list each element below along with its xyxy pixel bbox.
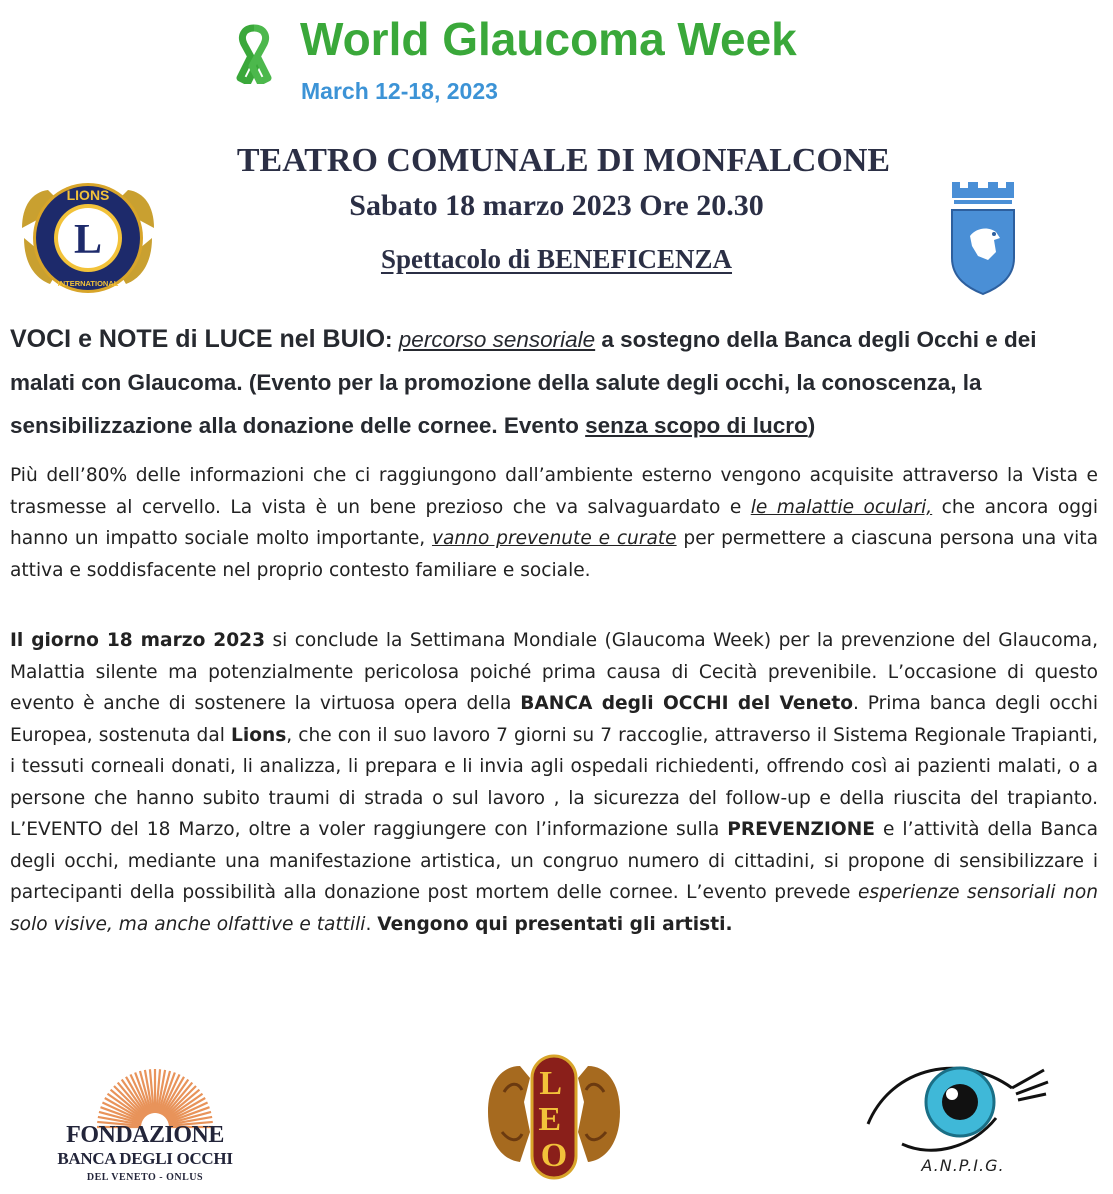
- awareness-ribbon-icon: [226, 24, 282, 84]
- venue-heading: TEATRO COMUNALE DI MONFALCONE: [236, 142, 891, 179]
- body-paragraph-event: [10, 625, 1098, 940]
- intro-lead: VOCI e NOTE di LUCE nel BUIO: [10, 325, 386, 353]
- para2-lions: Lions: [230, 724, 287, 746]
- para2-text-2: . Prima banca degli occhi Europea, sostenuta dal: [10, 693, 1098, 746]
- intro-percorso: percorso sensoriale: [398, 327, 596, 352]
- lions-logo-top-text: LIONS: [66, 187, 110, 203]
- event-dates: March 12-18, 2023: [301, 78, 498, 104]
- fondazione-subtitle: BANCA DEGLI OCCHI: [57, 1149, 233, 1168]
- event-type: Spettacolo di BENEFICENZA: [380, 244, 733, 274]
- body-paragraph-vista: [10, 460, 1098, 586]
- intro-close: ): [807, 413, 816, 438]
- event-title: World Glaucoma Week: [300, 13, 797, 65]
- leo-club-logo-icon: [484, 1052, 624, 1182]
- para1-malattie: le malattie oculari,: [750, 496, 933, 518]
- fondazione-name: FONDAZIONE: [66, 1122, 224, 1148]
- para1-text-2: che ancora oggi hanno un impatto sociale molto importante,: [10, 496, 1098, 549]
- para2-esperienze: esperienze sensoriali non solo visive, ma anche olfattive e tattili: [10, 882, 1098, 935]
- para2-text-1: si conclude la Settimana Mondiale (Glaucoma Week) per la prevenzione del Glaucoma, Malattia silente ma potenzialmente pericolosa poiché prima causa di Cecità prevenibile. L’occasione di questo evento è anche di sostenere la virtuosa opera della: [10, 630, 1098, 714]
- para2-text-5: .: [365, 913, 378, 935]
- intro-senza-scopo: senza scopo di lucro: [585, 413, 808, 438]
- anpig-name: A.N.P.I.G.: [921, 1156, 1005, 1175]
- para2-artisti: Vengono qui presentati gli artisti.: [377, 913, 733, 935]
- intro-text: a sostegno della Banca degli Occhi e dei malati con Glaucoma. (Evento per la promozione della salute degli occhi, la conoscenza, la sensibilizzazione alla donazione delle cornee. Evento: [10, 327, 1037, 438]
- leo-logo-text: L E O: [538, 1065, 568, 1174]
- para2-text-3: , che con il suo lavoro 7 giorni su 7 raccoglie, attraverso il Sistema Regionale Trapianti, i tessuti corneali donati, li analizza, li prepara e li invia agli ospedali richiedenti, offrendo così ai pazienti malati, o a persone che hanno subito traumi di strada o sul lavoro , la sicurezza del follow-up e della riuscita del trapianto. L’EVENTO del 18 Marzo, oltre a voler raggiungere con l’informazione sulla: [10, 724, 1098, 840]
- fondazione-region: DEL VENETO - ONLUS: [86, 1172, 204, 1183]
- para2-text-4: e l’attività della Banca degli occhi, mediante una manifestazione artistica, un congruo numero di cittadini, si propone di sensibilizzare i partecipanti della possibilità alla donazione post mortem delle cornee. L’evento prevede: [10, 819, 1098, 903]
- para1-vanno: vanno prevenute e curate: [431, 528, 677, 549]
- intro-colon: :: [385, 327, 399, 352]
- intro-paragraph: [10, 318, 1105, 447]
- event-datetime: Sabato 18 marzo 2023 Ore 20.30: [349, 189, 764, 222]
- lions-logo-letter: L: [73, 217, 103, 263]
- para2-date: Il giorno 18 marzo 2023: [10, 630, 266, 651]
- lions-logo-bottom-text: INTERNATIONAL: [57, 279, 119, 288]
- para2-prevenzione: PREVENZIONE: [727, 819, 875, 840]
- para1-text-1: Più dell’80% delle informazioni che ci raggiungono dall’ambiente esterno vengono acquisite attraverso la Vista e trasmesse al cervello. La vista è un bene prezioso che va salvaguardato e: [10, 465, 1098, 518]
- monfalcone-crest-icon: [948, 180, 1018, 296]
- para1-text-3: per permettere a ciascuna persona una vita attiva e soddisfacente nel proprio contesto familiare e sociale.: [10, 528, 1098, 581]
- anpig-eye-logo-icon: [862, 1048, 1057, 1158]
- para2-banca: BANCA degli OCCHI del Veneto: [520, 693, 854, 714]
- lions-logo-icon: [18, 178, 158, 300]
